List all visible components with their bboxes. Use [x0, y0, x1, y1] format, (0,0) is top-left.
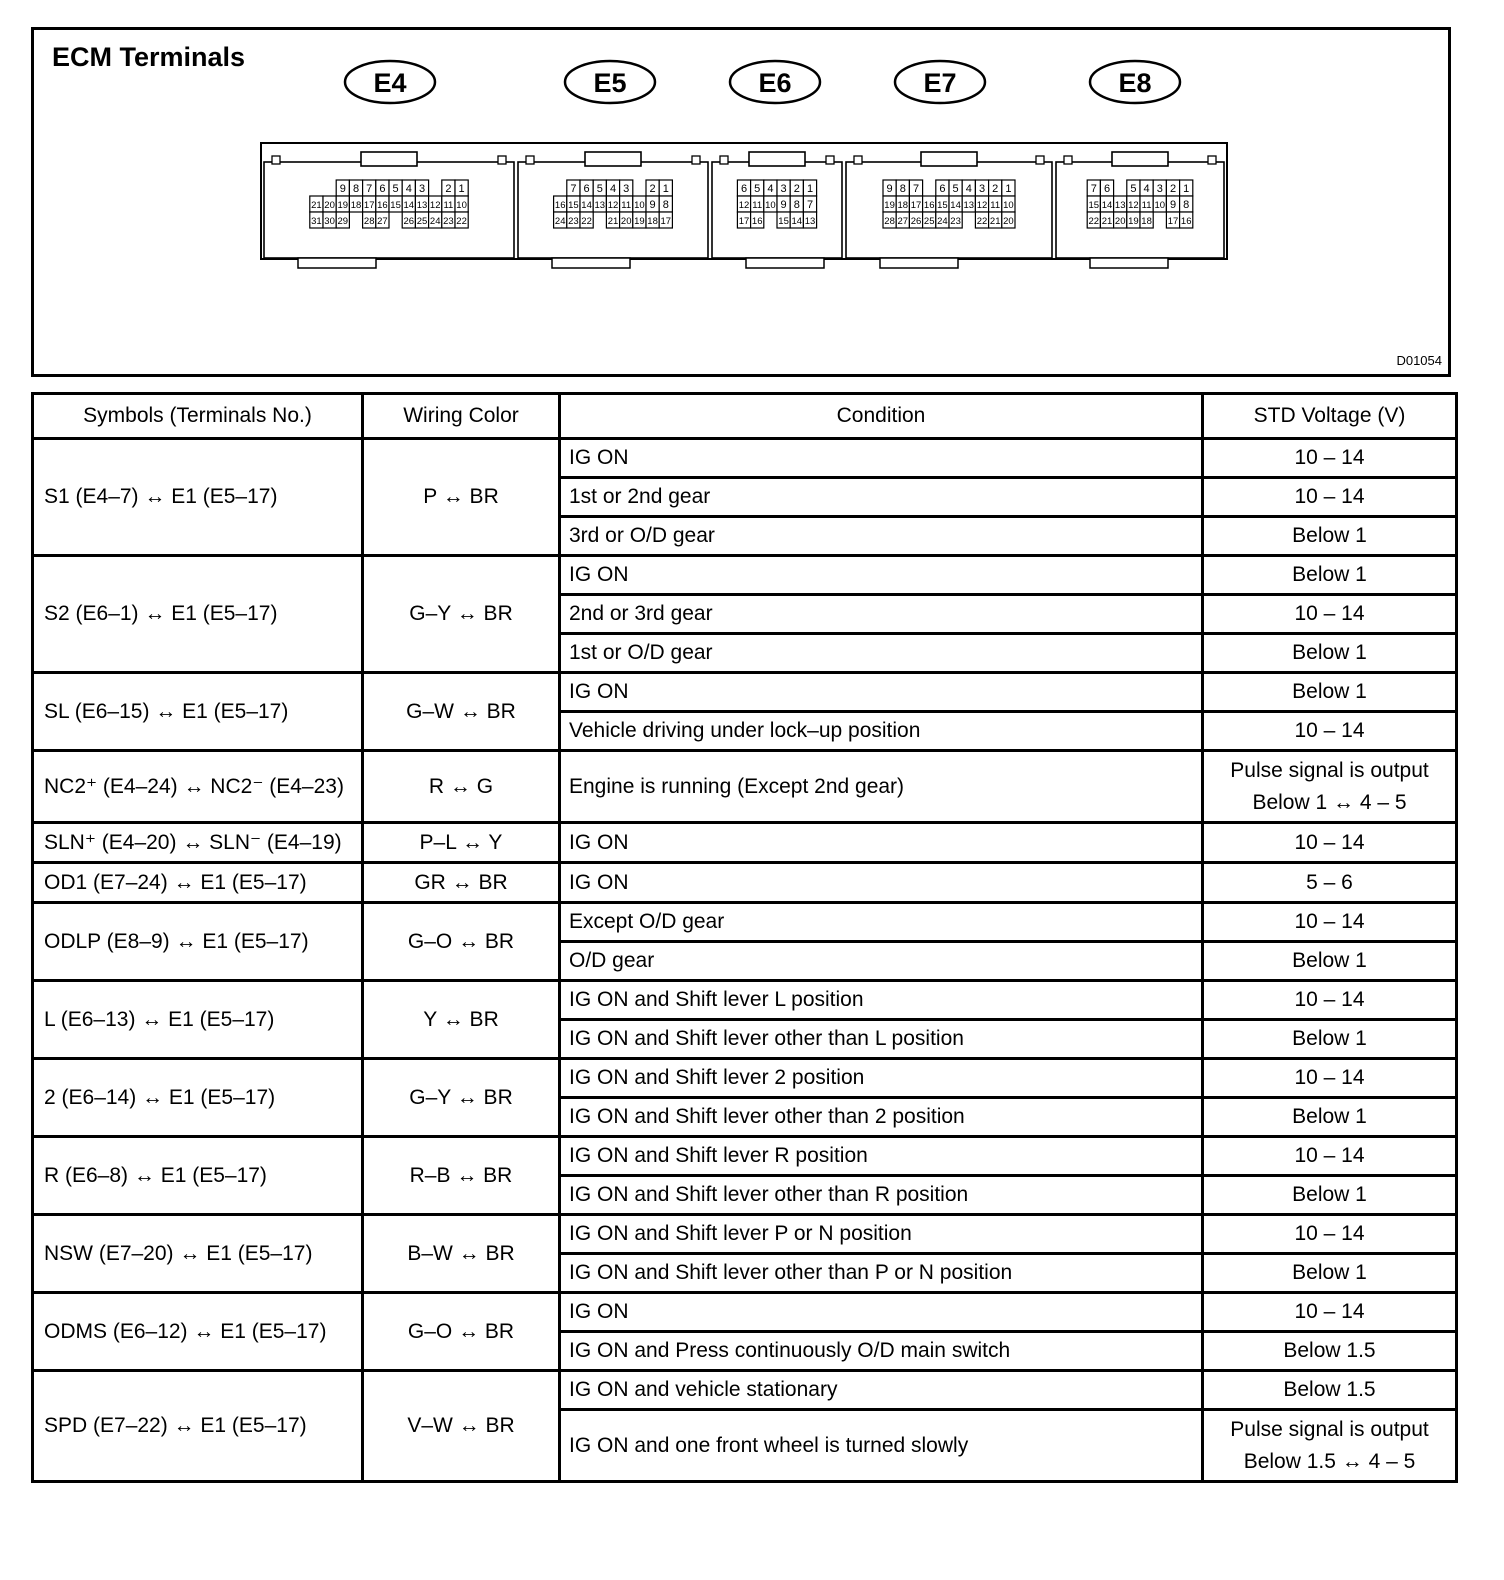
terminal-pin-number: 10	[634, 200, 645, 211]
terminal-pin-number: 2	[1169, 183, 1177, 195]
terminal-pin-number: 14	[1101, 200, 1113, 211]
terminal-pin-number: 17	[738, 216, 750, 227]
panel-title: ECM Terminals	[52, 42, 246, 72]
condition-cell: IG ON and Shift lever 2 position	[560, 1059, 1203, 1098]
terminal-pin-number: 16	[554, 200, 566, 211]
wiring-color: GR ↔ BR	[363, 863, 560, 903]
terminal-pin-number: 10	[1154, 200, 1166, 211]
terminal-pin-number: 8	[793, 199, 800, 211]
table-row	[33, 556, 1457, 595]
terminal-pin-number: 5	[952, 183, 959, 195]
terminal-pin-number: 26	[910, 216, 922, 227]
connector-label: E6	[758, 68, 792, 98]
std-voltage-cell: Below 1	[1203, 942, 1457, 981]
terminal-pin-number: 9	[886, 183, 893, 195]
terminal-pin-number: 16	[923, 200, 935, 211]
terminal-pin-number: 18	[647, 216, 658, 227]
terminal-pin-number: 23	[568, 216, 579, 227]
connector-bottom-tab	[880, 258, 958, 268]
terminal-pin-number: 28	[363, 216, 375, 227]
terminal-pin-number: 11	[621, 200, 632, 211]
condition-cell: 3rd or O/D gear	[560, 517, 1203, 556]
terminal-pin-number: 4	[405, 183, 412, 195]
std-voltage-cell: Below 1	[1203, 1254, 1457, 1293]
condition-cell: IG ON	[560, 556, 1203, 595]
terminal-pin-number: 8	[1183, 199, 1190, 211]
terminal-pin-number: 14	[950, 200, 961, 211]
terminal-pin-number: 24	[937, 216, 948, 227]
wiring-color: G–Y ↔ BR	[363, 556, 560, 673]
std-voltage-cell: Below 1	[1203, 1176, 1457, 1215]
terminal-pin-number: 12	[607, 200, 619, 211]
terminal-pin-number: 14	[403, 200, 415, 211]
terminal-pin-number: 2	[992, 183, 999, 195]
terminal-pin-number: 6	[939, 183, 946, 195]
std-voltage-cell: Below 1	[1203, 556, 1457, 595]
terminal-pin-number: 17	[1167, 216, 1179, 227]
terminal-pin-number: 21	[1101, 216, 1113, 227]
terminal-pin-number: 14	[581, 200, 592, 211]
terminal-pin-number: 10	[765, 200, 776, 211]
terminal-spec-table	[31, 392, 1458, 1483]
terminal-pin-number: 20	[324, 200, 335, 211]
connector-bottom-tab	[552, 258, 630, 268]
terminal-symbol: SPD (E7–22) ↔ E1 (E5–17)	[33, 1371, 363, 1482]
terminal-pin-number: 29	[337, 216, 349, 227]
std-voltage-cell: Below 1.5	[1203, 1332, 1457, 1371]
connector-latch	[921, 152, 977, 166]
wiring-color: R ↔ G	[363, 751, 560, 823]
condition-cell: Vehicle driving under lock–up position	[560, 712, 1203, 751]
terminal-pin-number: 8	[662, 199, 669, 211]
header-std-voltage: STD Voltage (V)	[1203, 394, 1457, 439]
terminal-pin-number: 18	[1141, 216, 1152, 227]
connector-latch	[585, 152, 641, 166]
terminal-pin-number: 24	[554, 216, 566, 227]
std-voltage-cell: 5 – 6	[1203, 863, 1457, 903]
terminal-pin-number: 21	[311, 200, 322, 211]
terminal-pin-number: 17	[910, 200, 922, 211]
condition-cell: IG ON	[560, 863, 1203, 903]
std-voltage-cell: 10 – 14	[1203, 1293, 1457, 1332]
table-row	[33, 673, 1457, 712]
terminal-symbol: SL (E6–15) ↔ E1 (E5–17)	[33, 673, 363, 751]
terminal-pin-number: 6	[1103, 183, 1111, 195]
terminal-pin-number: 13	[804, 216, 816, 227]
terminal-pin-number: 28	[884, 216, 895, 227]
terminal-pin-number: 9	[780, 199, 787, 211]
terminal-symbol: 2 (E6–14) ↔ E1 (E5–17)	[33, 1059, 363, 1137]
terminal-pin-number: 4	[767, 183, 774, 195]
terminal-pin-number: 24	[429, 216, 441, 227]
terminal-pin-number: 7	[570, 183, 577, 195]
terminal-pin-number: 4	[1143, 183, 1150, 195]
terminal-pin-number: 21	[607, 216, 619, 227]
terminal-pin-number: 27	[897, 216, 909, 227]
std-voltage-cell: 10 – 14	[1203, 903, 1457, 942]
terminal-pin-number: 11	[752, 200, 763, 211]
std-voltage-cell	[1203, 751, 1457, 823]
terminal-pin-number: 20	[1003, 216, 1014, 227]
std-voltage-cell: 10 – 14	[1203, 712, 1457, 751]
terminal-pin-number: 13	[416, 200, 428, 211]
table-row	[33, 1293, 1457, 1332]
connector-bottom-tab	[746, 258, 824, 268]
terminal-pin-number: 13	[1114, 200, 1126, 211]
terminal-pin-number: 4	[965, 183, 972, 195]
wiring-color: G–O ↔ BR	[363, 1293, 560, 1371]
terminal-pin-number: 1	[1005, 183, 1012, 195]
terminal-pin-number: 15	[937, 200, 948, 211]
std-voltage-cell: 10 – 14	[1203, 595, 1457, 634]
condition-cell: IG ON and Shift lever other than L position	[560, 1020, 1203, 1059]
condition-cell: 2nd or 3rd gear	[560, 595, 1203, 634]
table-row	[33, 439, 1457, 478]
terminal-pin-number: 23	[950, 216, 961, 227]
terminal-pin-number: 5	[1130, 183, 1137, 195]
terminal-pin-number: 12	[1128, 200, 1139, 211]
terminal-pin-number: 11	[443, 200, 454, 211]
condition-cell: IG ON and Shift lever L position	[560, 981, 1203, 1020]
condition-cell: IG ON	[560, 1293, 1203, 1332]
terminal-pin-number: 22	[456, 216, 467, 227]
connector-nub	[854, 156, 862, 164]
wiring-color: Y ↔ BR	[363, 981, 560, 1059]
terminal-pin-number: 19	[1128, 216, 1139, 227]
condition-cell: 1st or 2nd gear	[560, 478, 1203, 517]
table-row	[33, 1059, 1457, 1098]
terminal-pin-number: 3	[780, 183, 787, 195]
condition-cell: Engine is running (Except 2nd gear)	[560, 751, 1203, 823]
std-voltage-cell: Below 1	[1203, 517, 1457, 556]
condition-cell: IG ON and Shift lever other than P or N position	[560, 1254, 1203, 1293]
terminal-pin-number: 13	[594, 200, 606, 211]
figure-code: D01054	[1396, 353, 1442, 368]
terminal-pin-number: 25	[923, 216, 935, 227]
terminal-pin-number: 1	[458, 183, 465, 195]
condition-cell: IG ON	[560, 673, 1203, 712]
terminal-pin-number: 22	[976, 216, 988, 227]
terminal-pin-number: 7	[1090, 183, 1097, 195]
terminal-pin-number: 26	[403, 216, 415, 227]
terminal-symbol: SLN⁺ (E4–20) ↔ SLN⁻ (E4–19)	[33, 823, 363, 863]
condition-cell: IG ON and Shift lever P or N position	[560, 1215, 1203, 1254]
connector-nub	[498, 156, 506, 164]
std-voltage-cell: 10 – 14	[1203, 1137, 1457, 1176]
terminal-pin-number: 18	[350, 200, 362, 211]
connector-nub	[526, 156, 534, 164]
wiring-color: P ↔ BR	[363, 439, 560, 556]
terminal-pin-number: 20	[1114, 216, 1126, 227]
wiring-color: G–Y ↔ BR	[363, 1059, 560, 1137]
terminal-pin-number: 22	[581, 216, 592, 227]
std-voltage-cell: Below 1	[1203, 1020, 1457, 1059]
connector-latch	[361, 152, 417, 166]
wiring-color: P–L ↔ Y	[363, 823, 560, 863]
terminal-symbol: NSW (E7–20) ↔ E1 (E5–17)	[33, 1215, 363, 1293]
wiring-color: G–O ↔ BR	[363, 903, 560, 981]
terminal-symbol: OD1 (E7–24) ↔ E1 (E5–17)	[33, 863, 363, 903]
condition-cell: IG ON and Shift lever other than 2 position	[560, 1098, 1203, 1137]
condition-cell: IG ON and vehicle stationary	[560, 1371, 1203, 1410]
header-wiring-color: Wiring Color	[363, 394, 560, 439]
condition-cell: IG ON and Shift lever R position	[560, 1137, 1203, 1176]
terminal-symbol: ODLP (E8–9) ↔ E1 (E5–17)	[33, 903, 363, 981]
connector-nub	[1036, 156, 1044, 164]
terminal-pin-number: 8	[899, 183, 906, 195]
terminal-pin-number: 9	[649, 199, 656, 211]
terminal-pin-number: 3	[1156, 183, 1163, 195]
terminal-pin-number: 11	[1141, 200, 1152, 211]
std-voltage-cell: 10 – 14	[1203, 439, 1457, 478]
connector-label: E5	[593, 68, 627, 98]
terminal-pin-number: 12	[429, 200, 441, 211]
table-header-row	[33, 394, 1457, 439]
std-voltage-line-1: Pulse signal is output	[1230, 1417, 1429, 1441]
terminal-pin-number: 2	[793, 183, 800, 195]
ecm-terminals-panel	[31, 27, 1451, 377]
connector-bottom-tab	[1090, 258, 1168, 268]
terminal-pin-number: 20	[620, 216, 632, 227]
connector-nub	[1208, 156, 1216, 164]
std-voltage-line-2: Below 1 ↔ 4 – 5	[1252, 790, 1407, 814]
std-voltage-cell: 10 – 14	[1203, 1215, 1457, 1254]
terminal-pin-number: 16	[1180, 216, 1192, 227]
table-row	[33, 981, 1457, 1020]
terminal-pin-number: 6	[379, 183, 386, 195]
connector-nub	[826, 156, 834, 164]
terminal-pin-number: 9	[339, 183, 346, 195]
terminal-pin-number: 21	[989, 216, 1001, 227]
table-row	[33, 903, 1457, 942]
terminal-pin-number: 19	[337, 200, 349, 211]
terminal-pin-number: 25	[416, 216, 428, 227]
terminal-pin-number: 27	[377, 216, 388, 227]
terminal-pin-number: 5	[754, 183, 761, 195]
wiring-color: R–B ↔ BR	[363, 1137, 560, 1215]
table-row	[33, 1137, 1457, 1176]
wiring-color: V–W ↔ BR	[363, 1371, 560, 1482]
terminal-pin-number: 19	[884, 200, 895, 211]
connector-nub	[1064, 156, 1072, 164]
condition-cell: IG ON and Press continuously O/D main switch	[560, 1332, 1203, 1371]
condition-cell: IG ON	[560, 439, 1203, 478]
terminal-pin-number: 5	[596, 183, 603, 195]
terminal-pin-number: 13	[963, 200, 975, 211]
terminal-pin-number: 7	[806, 199, 814, 211]
table-row	[33, 1371, 1457, 1410]
connector-nub	[720, 156, 728, 164]
connector-latch	[749, 152, 805, 166]
terminal-pin-number: 22	[1088, 216, 1100, 227]
table-row	[33, 823, 1457, 863]
connector-latch	[1112, 152, 1168, 166]
terminal-pin-number: 10	[456, 200, 467, 211]
std-voltage-cell: 10 – 14	[1203, 981, 1457, 1020]
condition-cell: IG ON	[560, 823, 1203, 863]
terminal-symbol: ODMS (E6–12) ↔ E1 (E5–17)	[33, 1293, 363, 1371]
terminal-pin-number: 7	[912, 183, 920, 195]
connector-label: E7	[923, 68, 957, 98]
std-voltage-cell: 10 – 14	[1203, 823, 1457, 863]
terminal-pin-number: 18	[897, 200, 909, 211]
std-voltage-cell: Below 1	[1203, 634, 1457, 673]
terminal-pin-number: 3	[623, 183, 630, 195]
terminal-pin-number: 12	[976, 200, 988, 211]
terminal-pin-number: 14	[791, 216, 803, 227]
terminal-symbol: NC2⁺ (E4–24) ↔ NC2⁻ (E4–23)	[33, 751, 363, 823]
terminal-pin-number: 30	[324, 216, 335, 227]
terminal-pin-number: 9	[1169, 199, 1177, 211]
terminal-pin-number: 11	[990, 200, 1001, 211]
terminal-pin-number: 1	[662, 183, 669, 195]
connector-bottom-tab	[298, 258, 376, 268]
condition-cell: IG ON and Shift lever other than R position	[560, 1176, 1203, 1215]
terminal-symbol: L (E6–13) ↔ E1 (E5–17)	[33, 981, 363, 1059]
terminal-pin-number: 15	[1088, 200, 1100, 211]
terminal-pin-number: 7	[366, 183, 373, 195]
terminal-pin-number: 4	[609, 183, 617, 195]
terminal-pin-number: 2	[649, 183, 656, 195]
terminal-pin-number: 15	[390, 200, 401, 211]
table-row	[33, 1215, 1457, 1254]
connector-nub	[692, 156, 700, 164]
terminal-pin-number: 15	[568, 200, 579, 211]
terminal-pin-number: 3	[418, 183, 426, 195]
connector-label: E8	[1118, 68, 1152, 98]
connector-nub	[272, 156, 280, 164]
terminal-pin-number: 17	[363, 200, 375, 211]
terminal-pin-number: 17	[660, 216, 672, 227]
terminal-pin-number: 5	[392, 183, 399, 195]
wiring-color: G–W ↔ BR	[363, 673, 560, 751]
std-voltage-line-2: Below 1.5 ↔ 4 – 5	[1243, 1449, 1416, 1473]
terminal-pin-number: 15	[778, 216, 789, 227]
std-voltage-cell: 10 – 14	[1203, 1059, 1457, 1098]
terminal-pin-number: 2	[445, 183, 452, 195]
terminal-pin-number: 12	[738, 200, 750, 211]
condition-cell: O/D gear	[560, 942, 1203, 981]
condition-cell: Except O/D gear	[560, 903, 1203, 942]
terminal-pin-number: 3	[978, 183, 986, 195]
terminal-pin-number: 19	[634, 216, 645, 227]
header-symbols: Symbols (Terminals No.)	[33, 394, 363, 439]
table-row	[33, 863, 1457, 903]
std-voltage-cell: Below 1	[1203, 1098, 1457, 1137]
std-voltage-line-1: Pulse signal is output	[1230, 758, 1429, 782]
terminal-pin-number: 1	[1183, 183, 1190, 195]
std-voltage-cell	[1203, 1410, 1457, 1482]
terminal-pin-number: 10	[1003, 200, 1014, 211]
wiring-color: B–W ↔ BR	[363, 1215, 560, 1293]
connector-label: E4	[373, 68, 407, 98]
terminal-pin-number: 23	[443, 216, 454, 227]
header-condition: Condition	[560, 394, 1203, 439]
terminal-pin-number: 1	[806, 183, 814, 195]
terminal-pin-number: 6	[740, 183, 748, 195]
terminal-symbol: S2 (E6–1) ↔ E1 (E5–17)	[33, 556, 363, 673]
terminal-pin-number: 31	[311, 216, 322, 227]
terminal-pin-number: 6	[583, 183, 590, 195]
terminal-symbol: S1 (E4–7) ↔ E1 (E5–17)	[33, 439, 363, 556]
terminal-pin-number: 8	[352, 183, 360, 195]
std-voltage-cell: 10 – 14	[1203, 478, 1457, 517]
condition-cell: 1st or O/D gear	[560, 634, 1203, 673]
table-row	[33, 751, 1457, 823]
connector-diagram	[34, 30, 1448, 374]
condition-cell: IG ON and one front wheel is turned slowly	[560, 1410, 1203, 1482]
std-voltage-cell: Below 1.5	[1203, 1371, 1457, 1410]
std-voltage-cell: Below 1	[1203, 673, 1457, 712]
terminal-symbol: R (E6–8) ↔ E1 (E5–17)	[33, 1137, 363, 1215]
terminal-pin-number: 16	[751, 216, 763, 227]
terminal-pin-number: 16	[377, 200, 388, 211]
